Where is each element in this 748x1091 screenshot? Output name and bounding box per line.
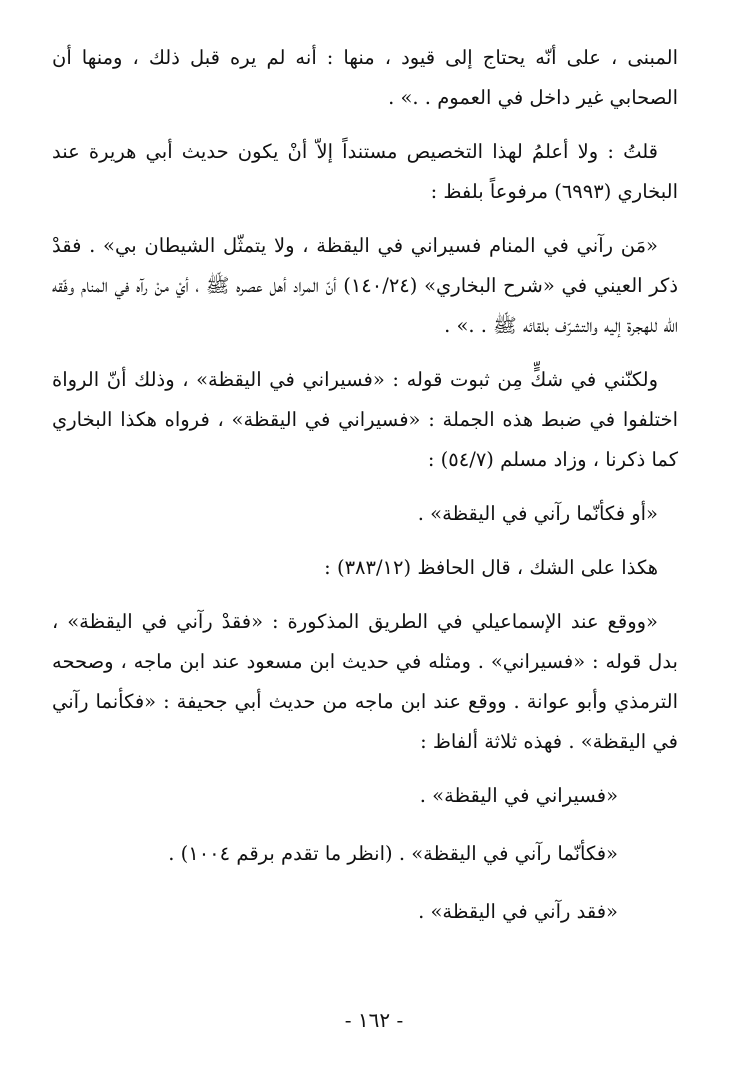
paragraph-hadith-quote: «مَن رآني في المنام فسيراني في اليقظة ، ولا يتمثّل الشيطان بي» . فقدْ ذكر العيني في «شرح البخاري» (١٤٠/٢٤) أنّ المراد أهل عصره ﷺ ، أيْ منْ رآه في المنام وفّقه اللّه للهجرة إليه والتشرّف بلقائه ﷺ . .» . xyxy=(52,234,679,337)
paragraph-qultu: قلتُ : ولا أعلمُ لهذا التخصيص مستنداً إلاّ أنْ يكون حديث أبي هريرة عند البخاري (٦٩٩٣) مرفوعاً بلفظ : xyxy=(52,140,678,203)
list-item: «فقد رآني في اليقظة» . xyxy=(418,900,618,923)
paragraph-continuation: المبنى ، على أنّه يحتاج إلى قيود ، منها : أنه لم يره قبل ذلك ، ومنها أن الصحابي غير داخل في العموم . .» . xyxy=(52,46,678,109)
paragraph-hafiz-intro: هكذا على الشك ، قال الحافظ (٣٨٣/١٢) : xyxy=(324,556,658,579)
list-item: «فكأنّما رآني في اليقظة» . (انظر ما تقدم برقم ١٠٠٤) . xyxy=(168,842,618,865)
page-body xyxy=(52,38,678,950)
paragraph-doubt: ولكنّني في شكٍّ مِن ثبوت قوله : «فسيراني في اليقظة» ، وذلك أنّ الرواة اختلفوا في ضبط هذه الجملة : «فسيراني في اليقظة» ، فرواه هكذا البخاري كما ذكرنا ، وزاد مسلم (٥٤/٧) : xyxy=(52,368,678,471)
list-item: «فسيراني في اليقظة» . xyxy=(419,784,618,807)
paragraph-hafiz-quote: «ووقع عند الإسماعيلي في الطريق المذكورة : «فقدْ رآني في اليقظة» ، بدل قوله : «فسيراني» . ومثله في حديث ابن مسعود عند ابن ماجه ، وصححه الترمذي وأبو عوانة . ووقع عند ابن ماجه من حديث أبي جحيفة : «فكأنما رآني في اليقظة» . فهذه ثلاثة ألفاظ : xyxy=(52,610,678,753)
paragraph-muslim-quote: «أو فكأنّما رآني في اليقظة» . xyxy=(417,502,658,525)
page-number: - ١٦٢ - xyxy=(344,1008,404,1032)
